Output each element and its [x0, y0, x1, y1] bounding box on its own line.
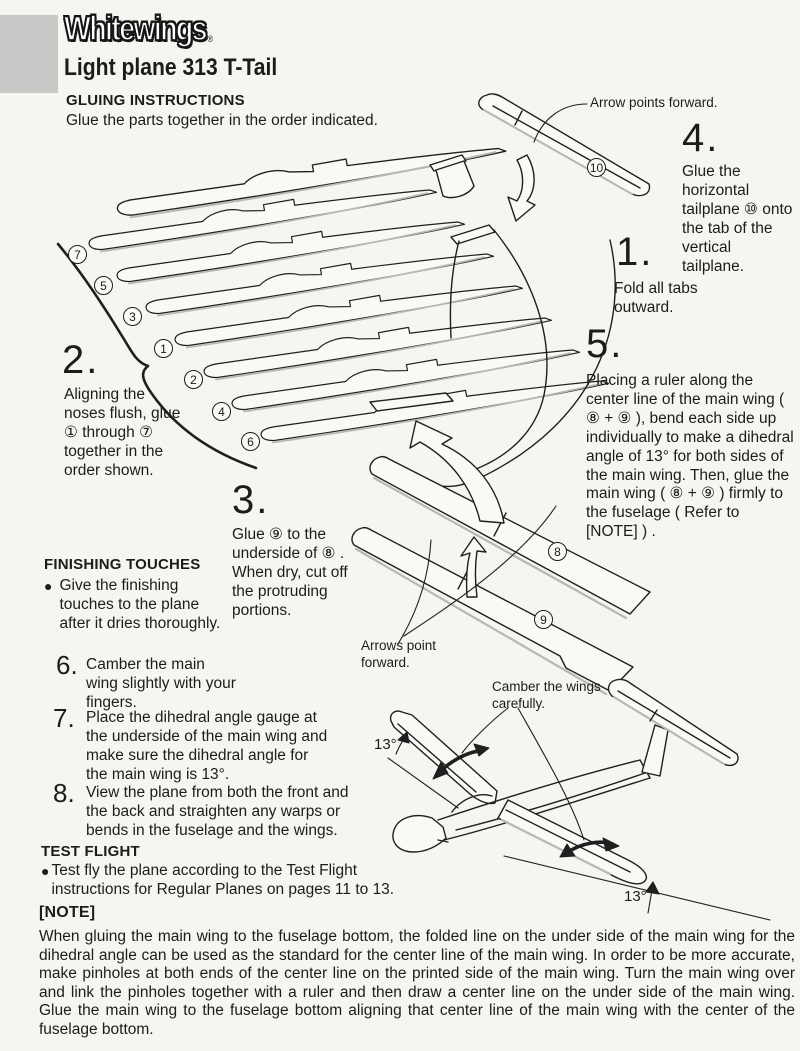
- step4-text: Glue the horizontal tailplane ⑩ onto the tab of the vertical tailplane.: [682, 163, 793, 275]
- step1-number: 1.: [616, 230, 654, 274]
- part-label-5: 5: [94, 276, 113, 295]
- dihedral-angle-label-right: 13°: [624, 888, 647, 905]
- registered-trademark-icon: ®: [207, 34, 214, 44]
- part-label-8: 8: [548, 542, 567, 561]
- part-label-4: 4: [212, 402, 231, 421]
- note-heading: [NOTE]: [39, 904, 96, 921]
- test-flight-heading: TEST FLIGHT: [41, 843, 140, 860]
- finishing-item7-number: 7.: [53, 703, 75, 733]
- annotation-arrow-points-forward: Arrow points forward.: [590, 95, 718, 110]
- gluing-heading: GLUING INSTRUCTIONS: [66, 92, 245, 109]
- gluing-intro: Glue the parts together in the order indicated.: [66, 112, 378, 129]
- step3-text: Glue ⑨ to the underside of ⑧ . When dry, cut off the protruding portions.: [232, 526, 348, 619]
- finishing-lead-text: Give the finishing touches to the plane after it dries thoroughly.: [59, 577, 221, 632]
- finishing-item8-number: 8.: [53, 778, 75, 808]
- step5-number: 5.: [586, 322, 624, 366]
- part-label-1: 1: [154, 339, 173, 358]
- step2-text: Aligning the noses flush, glue ① through ⑦ together in the order shown.: [64, 386, 181, 479]
- page-title: Light plane 313 T-Tail: [64, 54, 278, 81]
- brand-logo: Whitewings: [64, 10, 206, 48]
- part-label-2: 2: [184, 370, 203, 389]
- illustration-assembled-plane: [388, 679, 770, 920]
- part-label-7: 7: [68, 245, 87, 264]
- brand-logo-row: [64, 12, 213, 46]
- step2-number: 2.: [62, 338, 100, 382]
- bullet-icon: ●: [41, 863, 50, 879]
- step4-number: 4.: [682, 116, 720, 160]
- note-body: When gluing the main wing to the fuselage bottom, the folded line on the under side of the main wing for the dihedral angle can be used as the standard for the center line of the main wing. In order to be more accurate, make pinholes at both ends of the center line on the printed side of the main wing. Turn the main wing over and link the pinholes together with a ruler and then draw a center line on the under side of the main wing. Glue the main wing to the fuselage bottom aligning that center line of the main wing with the center of the fuselage bottom.: [39, 928, 795, 1038]
- part-label-9: 9: [534, 610, 553, 629]
- annotation-camber-wings: Camber the wings carefully.: [492, 679, 601, 711]
- finishing-item8-text: View the plane from both the front and the back and straighten any warps or bends in the fuselage and the wings.: [86, 784, 349, 839]
- part-label-6: 6: [241, 432, 260, 451]
- corner-gray-block: [0, 15, 58, 93]
- finishing-lead-row: [44, 577, 222, 634]
- step5-text: Placing a ruler along the center line of the main wing ( ⑧ + ⑨ ), bend each side up individually to make a dihedral angle of 13° for both sides of the main wing. Then, glue the main wing ( ⑧ + ⑨ ) firmly to the fuselage ( Refer to [NOTE] ) .: [586, 372, 794, 541]
- illustration-tailplane-part10: [479, 94, 650, 221]
- test-flight-row: [41, 862, 421, 900]
- finishing-item6-number: 6.: [56, 650, 78, 680]
- test-flight-text: Test fly the plane according to the Test Flight instructions for Regular Planes on pages 11 to 13.: [51, 862, 395, 898]
- step3-number: 3.: [232, 478, 270, 522]
- finishing-item7-text: Place the dihedral angle gauge at the underside of the main wing and make sure the dihedral angle for the main wing is 13°.: [86, 709, 328, 783]
- dihedral-angle-label-left: 13°: [374, 736, 397, 753]
- part-label-3: 3: [123, 307, 142, 326]
- finishing-item6-text: Camber the main wing slightly with your fingers.: [86, 656, 236, 711]
- bullet-icon: ●: [44, 578, 53, 594]
- fold-down-arrow: [508, 155, 535, 221]
- part-label-10: 10: [587, 158, 606, 177]
- annotation-arrows-point-forward: Arrows point forward.: [361, 638, 437, 670]
- step1-text: Fold all tabs outward.: [614, 280, 698, 316]
- finishing-heading: FINISHING TOUCHES: [44, 556, 201, 573]
